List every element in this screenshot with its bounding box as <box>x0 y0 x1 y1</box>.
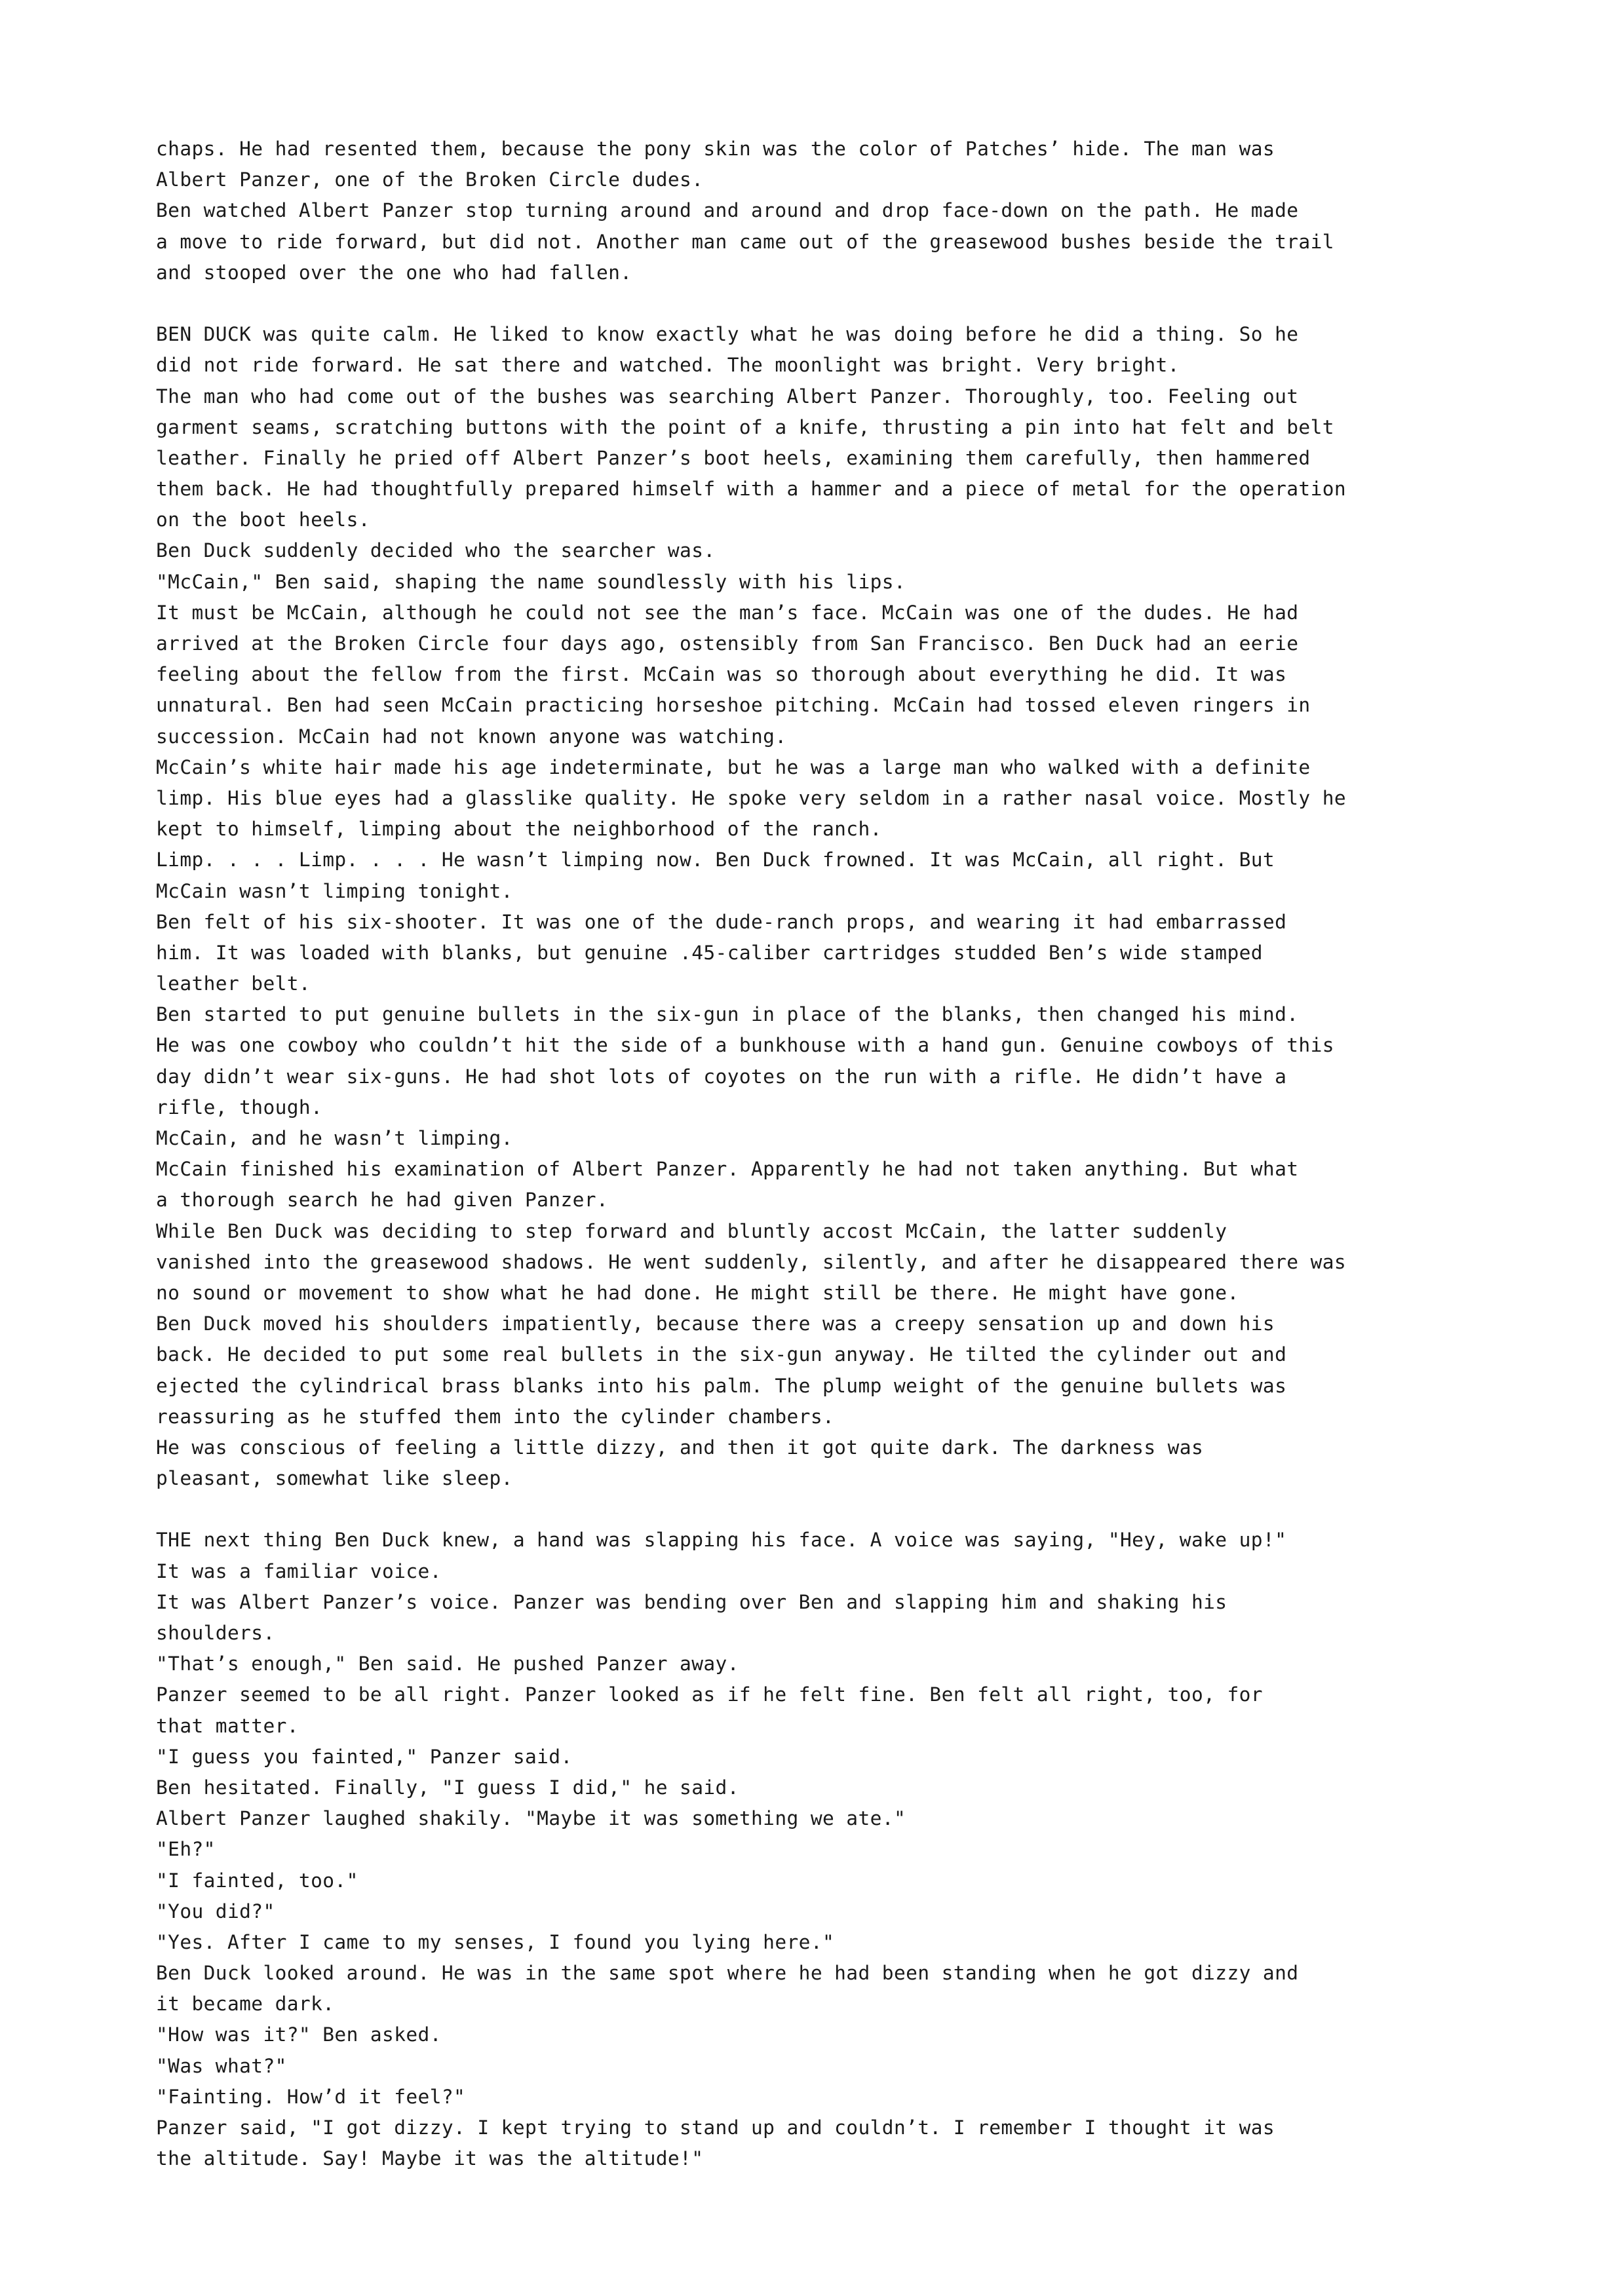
text-line: arrived at the Broken Circle four days ago, ostensibly from San Francisco. Ben Duck had an eerie <box>156 632 1299 655</box>
text-line: limp. His blue eyes had a glasslike quality. He spoke very seldom in a rather nasal voice. Mostly he <box>156 786 1347 809</box>
text-line: pleasant, somewhat like sleep. <box>156 1467 513 1490</box>
text-line: a thorough search he had given Panzer. <box>156 1189 609 1212</box>
text-line: Albert Panzer, one of the Broken Circle dudes. <box>156 168 704 191</box>
text-line: rifle, though. <box>156 1096 323 1119</box>
text-line: a move to ride forward, but did not. Another man came out of the greasewood bushes beside the trail <box>156 230 1334 253</box>
text-line: ejected the cylindrical brass blanks into his palm. The plump weight of the genuine bullets was <box>156 1374 1287 1397</box>
text-line: Panzer seemed to be all right. Panzer looked as if he felt fine. Ben felt all right, too, for <box>156 1683 1263 1706</box>
text-line: Limp. . . . Limp. . . . He wasn’t limping now. Ben Duck frowned. It was McCain, all right. But <box>156 849 1275 871</box>
text-line: garment seams, scratching buttons with the point of a knife, thrusting a pin into hat felt and belt <box>156 415 1334 438</box>
text-line: BEN DUCK was quite calm. He liked to know exactly what he was doing before he did a thing. So he <box>156 323 1299 346</box>
text-line: back. He decided to put some real bullets in the six-gun anyway. He tilted the cylinder out and <box>156 1343 1287 1366</box>
text-line: succession. McCain had not known anyone was watching. <box>156 725 787 748</box>
text-line: feeling about the fellow from the first. McCain was so thorough about everything he did. It was <box>156 663 1287 686</box>
text-line: Ben Duck suddenly decided who the searcher was. <box>156 539 716 562</box>
text-line: THE next thing Ben Duck knew, a hand was slapping his face. A voice was saying, "Hey, wake up!" <box>156 1529 1287 1552</box>
text-line: "I guess you fainted," Panzer said. <box>156 1745 573 1768</box>
text-line: Panzer said, "I got dizzy. I kept trying to stand up and couldn’t. I remember I thought it was <box>156 2116 1275 2139</box>
text-line: "You did?" <box>156 1900 275 1923</box>
text-line: McCain, and he wasn’t limping. <box>156 1127 513 1149</box>
text-line: on the boot heels. <box>156 508 370 531</box>
text-line: "How was it?" Ben asked. <box>156 2023 442 2046</box>
text-line: Ben Duck moved his shoulders impatiently, because there was a creepy sensation up and down his <box>156 1312 1275 1335</box>
text-line: the altitude. Say! Maybe it was the altitude!" <box>156 2147 704 2170</box>
text-line: day didn’t wear six-guns. He had shot lots of coyotes on the run with a rifle. He didn’t have a <box>156 1065 1287 1088</box>
text-line: that matter. <box>156 1714 299 1737</box>
text-line: McCain’s white hair made his age indeterminate, but he was a large man who walked with a definite <box>156 756 1311 778</box>
text-line: "Eh?" <box>156 1838 216 1861</box>
text-line: "Fainting. How’d it feel?" <box>156 2085 466 2108</box>
text-line: It was Albert Panzer’s voice. Panzer was bending over Ben and slapping him and shaking his <box>156 1590 1227 1613</box>
text-line: He was one cowboy who couldn’t hit the side of a bunkhouse with a hand gun. Genuine cowboys of this <box>156 1034 1334 1057</box>
text-line: McCain finished his examination of Albert Panzer. Apparently he had not taken anything. But what <box>156 1158 1299 1181</box>
paragraph-break <box>156 288 1473 319</box>
paragraph-break <box>156 1494 1473 1525</box>
text-line: leather belt. <box>156 972 311 995</box>
text-line: reassuring as he stuffed them into the cylinder chambers. <box>156 1405 835 1428</box>
text-line: unnatural. Ben had seen McCain practicing horseshoe pitching. McCain had tossed eleven ringers in <box>156 694 1311 717</box>
text-line: Ben felt of his six-shooter. It was one of the dude-ranch props, and wearing it had embarrassed <box>156 910 1287 933</box>
text-line: no sound or movement to show what he had done. He might still be there. He might have gone. <box>156 1281 1239 1304</box>
text-line: leather. Finally he pried off Albert Panzer’s boot heels, examining them carefully, then hammered <box>156 446 1311 469</box>
text-line: He was conscious of feeling a little dizzy, and then it got quite dark. The darkness was <box>156 1436 1204 1459</box>
text-line: "Yes. After I came to my senses, I found you lying here." <box>156 1930 835 1953</box>
text-line: Ben hesitated. Finally, "I guess I did," he said. <box>156 1776 739 1799</box>
text-line: kept to himself, limping about the neighborhood of the ranch. <box>156 818 882 841</box>
text-line: Ben started to put genuine bullets in the six-gun in place of the blanks, then changed his mind. <box>156 1003 1299 1026</box>
text-line: "That’s enough," Ben said. He pushed Panzer away. <box>156 1653 739 1675</box>
text-line: Albert Panzer laughed shakily. "Maybe it was something we ate." <box>156 1807 906 1830</box>
text-line: While Ben Duck was deciding to step forward and bluntly accost McCain, the latter suddenly <box>156 1219 1227 1242</box>
text-line: Ben Duck looked around. He was in the same spot where he had been standing when he got dizzy and <box>156 1962 1299 1985</box>
text-line: "I fainted, too." <box>156 1869 358 1892</box>
text-line: him. It was loaded with blanks, but genuine .45-caliber cartridges studded Ben’s wide stamped <box>156 941 1263 964</box>
text-line: it became dark. <box>156 1993 335 2016</box>
text-line: Ben watched Albert Panzer stop turning around and around and drop face-down on the path. He made <box>156 199 1299 222</box>
text-line: them back. He had thoughtfully prepared himself with a hammer and a piece of metal for the operation <box>156 478 1347 501</box>
text-line: It must be McCain, although he could not see the man’s face. McCain was one of the dudes. He had <box>156 601 1299 624</box>
text-line: "Was what?" <box>156 2054 287 2077</box>
text-line: and stooped over the one who had fallen. <box>156 261 632 284</box>
document-page <box>156 134 1473 2174</box>
text-line: did not ride forward. He sat there and watched. The moonlight was bright. Very bright. <box>156 354 1180 377</box>
text-line: "McCain," Ben said, shaping the name soundlessly with his lips. <box>156 570 906 593</box>
text-line: chaps. He had resented them, because the pony skin was the color of Patches’ hide. The man was <box>156 138 1275 160</box>
text-line: McCain wasn’t limping tonight. <box>156 879 513 902</box>
text-line: It was a familiar voice. <box>156 1559 442 1582</box>
text-line: The man who had come out of the bushes was searching Albert Panzer. Thoroughly, too. Feeling out <box>156 385 1299 408</box>
text-line: vanished into the greasewood shadows. He went suddenly, silently, and after he disappeared there was <box>156 1250 1347 1273</box>
text-line: shoulders. <box>156 1622 275 1644</box>
